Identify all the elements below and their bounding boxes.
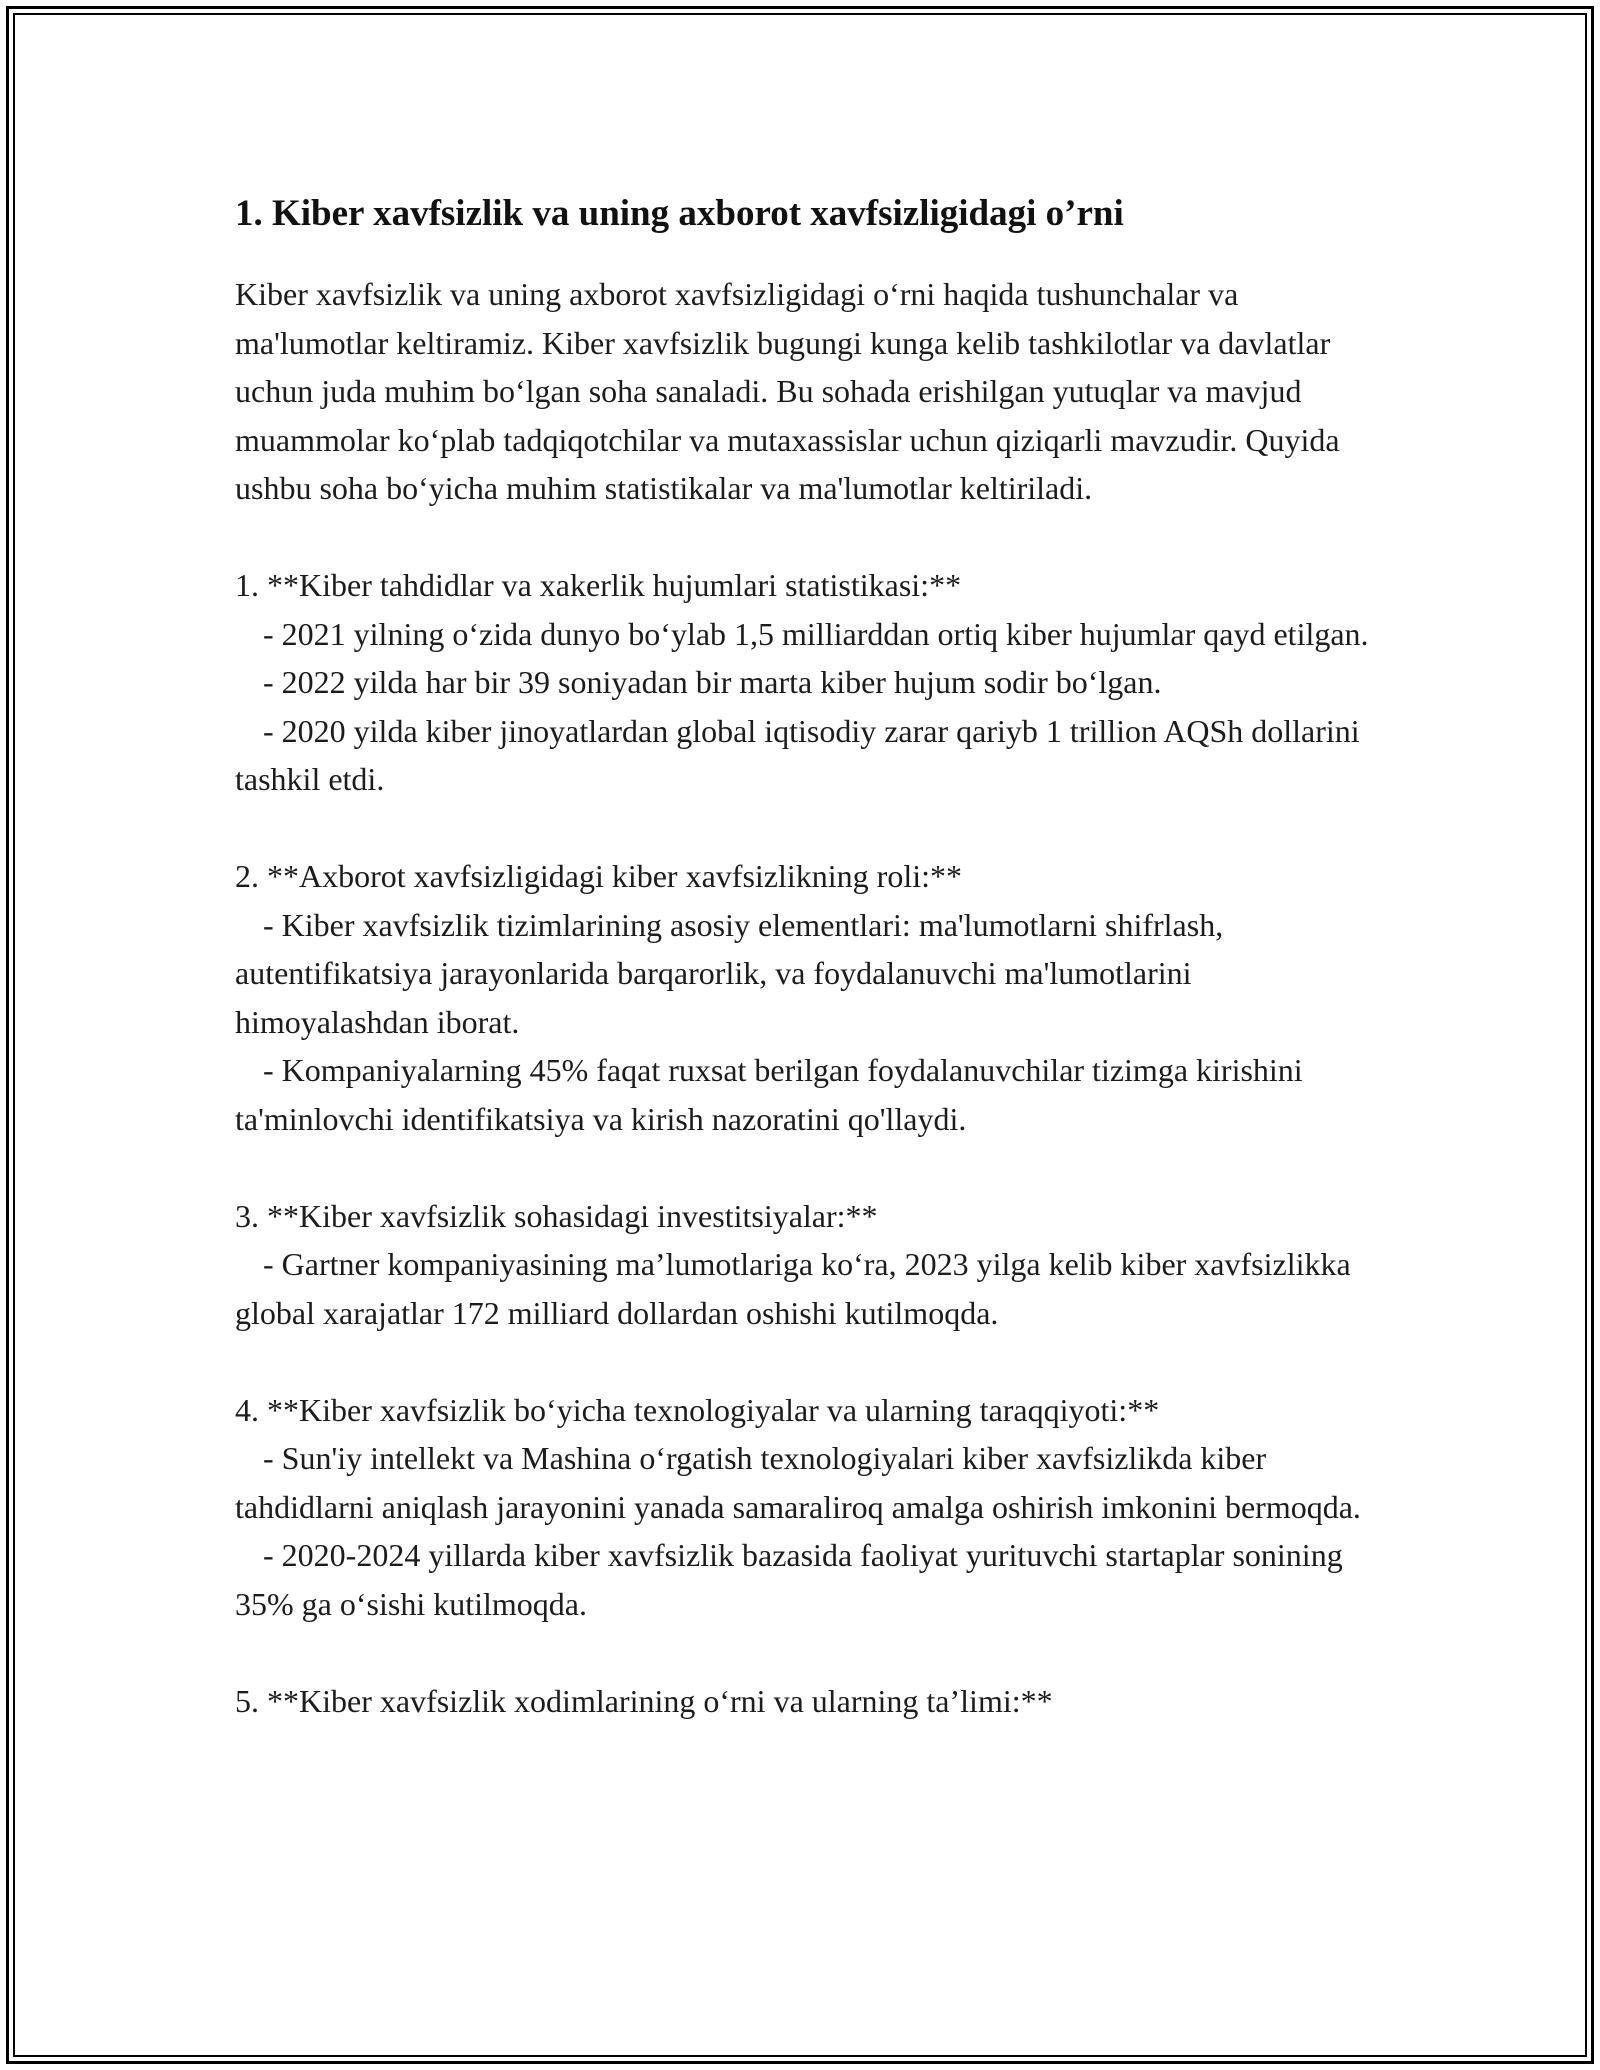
section-heading: 5. **Kiber xavfsizlik xodimlarining o‘rni va ularning ta’limi:** (235, 1682, 1053, 1719)
section-5 (235, 1677, 1385, 1726)
list-item: - 2022 yilda har bir 39 soniyadan bir marta kiber hujum sodir bo‘lgan. (263, 664, 1162, 700)
section-heading: 4. **Kiber xavfsizlik bo‘yicha texnologiyalar va ularning taraqqiyoti:** (235, 1391, 1160, 1428)
list-item: - 2020-2024 yillarda kiber xavfsizlik bazasida faoliyat yurituvchi startaplar sonining 35% ga o‘sishi kutilmoqda. (235, 1537, 1351, 1622)
section-heading: 3. **Kiber xavfsizlik sohasidagi investitsiyalar:** (235, 1197, 878, 1234)
spacer (235, 513, 1385, 562)
section-heading: 2. **Axborot xavfsizligidagi kiber xavfsizlikning roli:** (235, 858, 962, 894)
list-item: - Sun'iy intellekt va Mashina o‘rgatish texnologiyalari kiber xavfsizlikda kiber tahdidlarni aniqlash jarayonini yanada samaraliroq amalga oshirish imkonini bermoqda. (235, 1440, 1361, 1525)
list-item: - 2020 yilda kiber jinoyatlardan global iqtisodiy zarar qariyb 1 trillion AQSh dollarini tashkil etdi. (235, 712, 1368, 797)
spacer (235, 1337, 1385, 1386)
list-item: - Gartner kompaniyasining ma’lumotlariga ko‘ra, 2023 yilga kelib kiber xavfsizlikka global xarajatlar 172 milliard dollardan oshishi kutilmoqda. (235, 1246, 1359, 1331)
section-2 (235, 852, 1385, 1143)
spacer (235, 1143, 1385, 1192)
list-item: - Kiber xavfsizlik tizimlarining asosiy elementlari: ma'lumotlarni shifrlash, autentifikatsiya jarayonlarida barqarorlik, va foydalanuvchi ma'lumotlarini himoyalashdan iborat. (235, 906, 1232, 1040)
list-item: - Kompaniyalarning 45% faqat ruxsat berilgan foydalanuvchilar tizimga kirishini ta'minlovchi identifikatsiya va kirish nazoratini qo'llaydi. (235, 1052, 1311, 1137)
section-3 (235, 1192, 1385, 1338)
section-heading: 1. **Kiber tahdidlar va xakerlik hujumlari statistikasi:** (235, 567, 962, 603)
section-1 (235, 561, 1385, 804)
section-4 (235, 1386, 1385, 1629)
spacer (235, 1628, 1385, 1677)
list-item: - 2021 yilning o‘zida dunyo bo‘ylab 1,5 milliarddan ortiq kiber hujumlar qayd etilgan. (263, 615, 1369, 652)
document-body (235, 188, 1385, 1725)
spacer (235, 804, 1385, 853)
document-title: 1. Kiber xavfsizlik va uning axborot xavfsizligidagi o’rni (235, 193, 1124, 234)
intro-paragraph: Kiber xavfsizlik va uning axborot xavfsizligidagi o‘rni haqida tushunchalar va ma'lumotlar keltiramiz. Kiber xavfsizlik bugungi kunga kelib tashkilotlar va davlatlar uchun juda muhim bo‘lgan soha sanaladi. Bu sohada erishilgan yutuqlar va mavjud muammolar ko‘plab tadqiqotchilar va mutaxassislar uchun qiziqarli mavzudir. Quyida ushbu soha bo‘yicha muhim statistikalar va ma'lumotlar keltiriladi. (235, 276, 1340, 506)
